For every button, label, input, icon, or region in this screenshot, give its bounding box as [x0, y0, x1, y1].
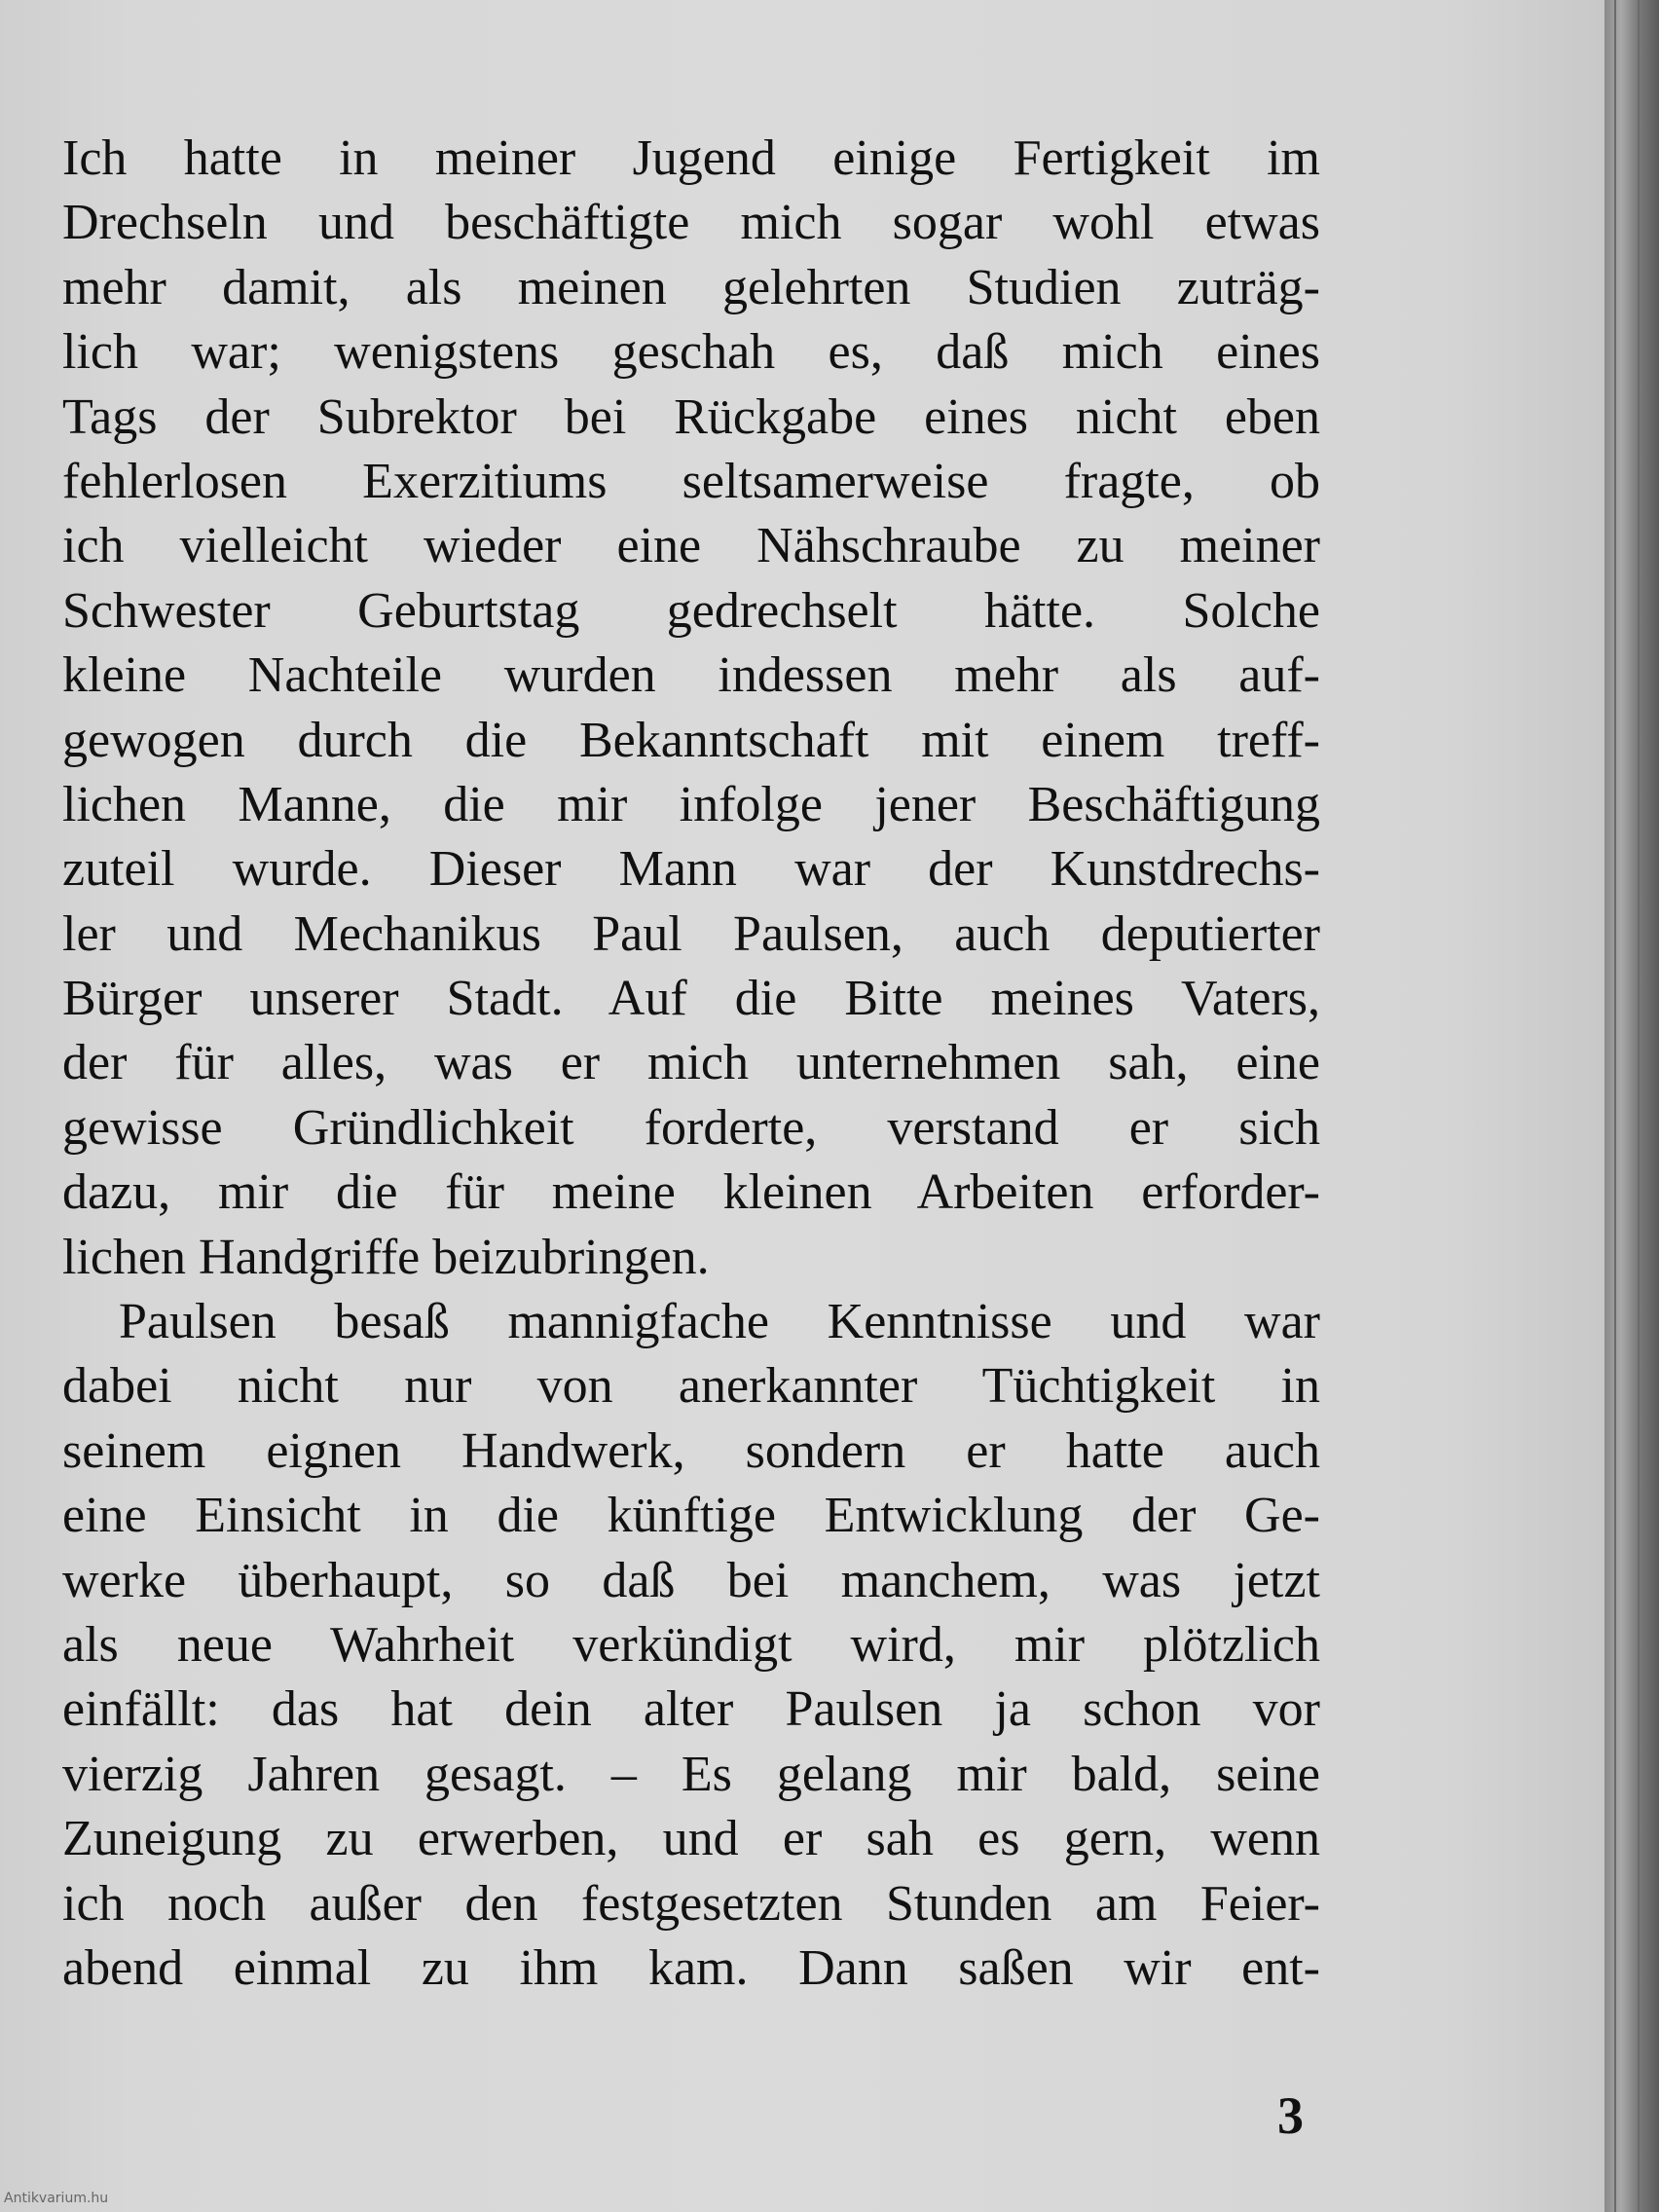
page-edge	[1604, 0, 1659, 2212]
text-line: dabei nicht nur von anerkannter Tüchtigkeit in	[62, 1358, 1320, 1415]
show-through-text	[876, 0, 1597, 127]
text-line: einfällt: das hat dein alter Paulsen ja schon vor	[62, 1681, 1320, 1738]
text-line: fehlerlosen Exerzitiums seltsamerweise fragte, ob	[62, 453, 1320, 509]
watermark: Antikvarium.hu	[4, 2191, 109, 2206]
text-line: gewogen durch die Bekanntschaft mit einem treff-	[62, 712, 1320, 768]
text-line: mehr damit, als meinen gelehrten Studien zuträg-	[62, 259, 1320, 315]
text-line: Zuneigung zu erwerben, und er sah es gern, wenn	[62, 1811, 1320, 1867]
text-line: Paulsen besaß mannigfache Kenntnisse und war	[119, 1294, 1320, 1350]
text-line: Drechseln und beschäftigte mich sogar wohl etwas	[62, 195, 1320, 251]
page-edge-line	[1638, 0, 1640, 2212]
text-line: der für alles, was er mich unternehmen sah, eine	[62, 1035, 1320, 1091]
text-line: lichen Manne, die mir infolge jener Beschäftigung	[62, 776, 1320, 832]
text-line: lichen Handgriffe beizubringen.	[62, 1229, 710, 1285]
text-line: dazu, mir die für meine kleinen Arbeiten erforder-	[62, 1164, 1320, 1221]
paragraph-2	[62, 1290, 1320, 2001]
text-line: vierzig Jahren gesagt. – Es gelang mir bald, seine	[62, 1746, 1320, 1802]
paragraph-1	[62, 127, 1320, 1290]
text-line: lich war; wenigstens geschah es, daß mich eines	[62, 324, 1320, 381]
page-edge-line	[1614, 0, 1616, 2212]
page-number: 3	[1277, 2086, 1304, 2145]
text-line: ich vielleicht wieder eine Nähschraube zu meiner	[62, 518, 1320, 574]
text-line: Tags der Subrektor bei Rückgabe eines nicht eben	[62, 388, 1320, 445]
text-line: eine Einsicht in die künftige Entwicklung der Ge-	[62, 1488, 1320, 1544]
text-line: Bürger unserer Stadt. Auf die Bitte meines Vaters,	[62, 971, 1320, 1027]
text-line: werke überhaupt, so daß bei manchem, was jetzt	[62, 1552, 1320, 1608]
text-line: ler und Mechanikus Paul Paulsen, auch deputierter	[62, 905, 1320, 962]
text-line: ich noch außer den festgesetzten Stunden am Feier-	[62, 1875, 1320, 1932]
text-line: abend einmal zu ihm kam. Dann saßen wir ent-	[62, 1939, 1320, 1996]
text-line: Ich hatte in meiner Jugend einige Fertigkeit im	[62, 130, 1320, 186]
text-line: zuteil wurde. Dieser Mann war der Kunstdrechs-	[62, 841, 1320, 898]
text-line: als neue Wahrheit verkündigt wird, mir plötzlich	[62, 1616, 1320, 1673]
text-line: Schwester Geburtstag gedrechselt hätte. Solche	[62, 582, 1320, 639]
text-line: gewisse Gründlichkeit forderte, verstand er sich	[62, 1099, 1320, 1156]
text-line: kleine Nachteile wurden indessen mehr als auf-	[62, 647, 1320, 704]
body-text	[62, 127, 1320, 2001]
text-line: seinem eignen Handwerk, sondern er hatte auch	[62, 1422, 1320, 1479]
